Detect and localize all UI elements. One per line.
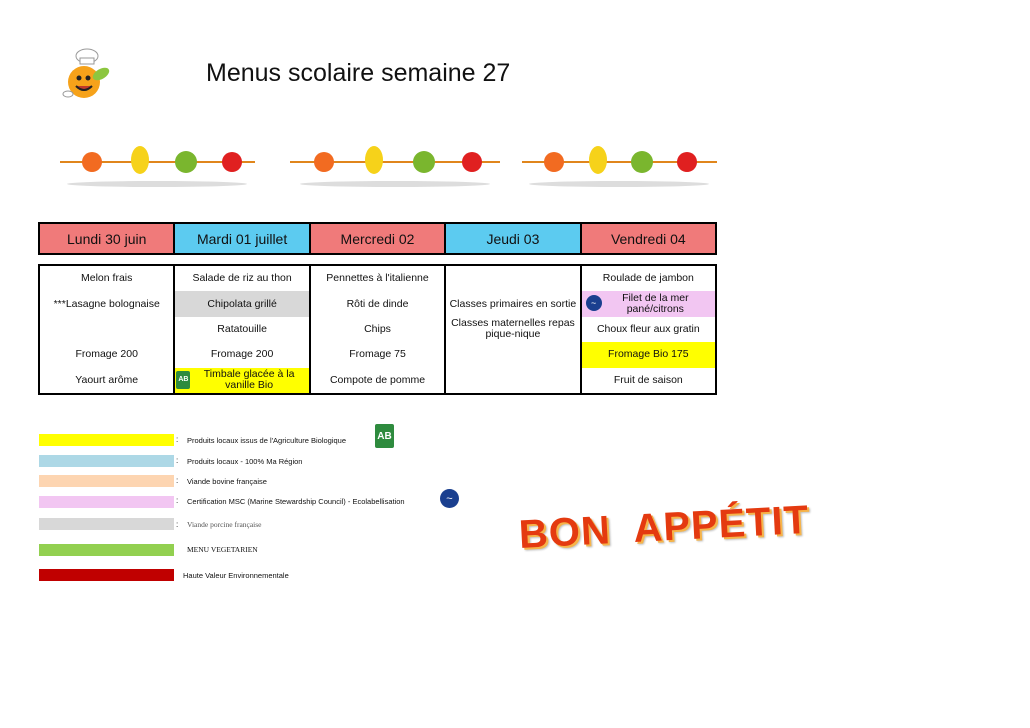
msc-fish-icon: ~ <box>440 489 459 508</box>
day-header-wednesday: Mercredi 02 <box>311 224 446 253</box>
legend-swatch-vegetarian <box>39 544 174 556</box>
legend-text-local: Produits locaux - 100% Ma Région <box>187 457 303 466</box>
menu-column-thursday <box>446 266 581 393</box>
legend-colon: : <box>176 476 179 485</box>
ab-organic-icon: AB <box>375 424 394 448</box>
legend-swatch-hve <box>39 569 174 581</box>
legend-colon: : <box>176 456 179 465</box>
legend-colon: : <box>176 520 179 529</box>
chef-mascot-logo <box>54 44 116 104</box>
menu-column-friday <box>582 266 715 393</box>
legend-colon: : <box>176 435 179 444</box>
legend-swatch-pork <box>39 518 174 530</box>
menu-item: Fromage 75 <box>349 348 406 361</box>
legend-swatch-organic <box>39 434 174 446</box>
menu-item-msc <box>582 291 715 316</box>
legend-text-organic: Produits locaux issus de l'Agriculture Biologique <box>187 436 347 445</box>
legend-text-beef: Viande bovine française <box>187 477 267 486</box>
menu-item <box>40 317 173 342</box>
menu-item-label: Timbale glacée à la vanille Bio <box>203 368 295 392</box>
fruit-characters-image <box>60 140 255 190</box>
legend-swatch-beef <box>39 475 174 487</box>
menu-spacer <box>446 266 579 291</box>
menu-spacer <box>446 342 579 393</box>
menu-item: ***Lasagne bolognaise <box>53 297 160 310</box>
menu-item: Chips <box>364 322 391 335</box>
day-header-thursday: Jeudi 03 <box>446 224 581 253</box>
menu-item: Fromage 200 <box>75 348 138 361</box>
legend-text-pork: Viande porcine française <box>187 520 262 529</box>
menu-table <box>38 264 717 395</box>
day-header-row <box>38 222 717 255</box>
legend-swatch-msc <box>39 496 174 508</box>
menu-column-monday <box>40 266 175 393</box>
menu-item: Chipolata grillé <box>175 291 308 316</box>
menu-column-wednesday <box>311 266 446 393</box>
menu-item: Fruit de saison <box>613 373 683 386</box>
legend-swatch-local <box>39 455 174 467</box>
menu-item: Pennettes à l'italienne <box>326 272 429 285</box>
menu-item-organic <box>175 368 308 393</box>
menu-item: Salade de riz au thon <box>192 272 292 285</box>
day-header-friday: Vendredi 04 <box>582 224 715 253</box>
menu-item: Melon frais <box>81 272 133 285</box>
menu-item: Roulade de jambon <box>602 272 694 285</box>
menu-item: Rôti de dinde <box>346 297 409 310</box>
fruit-characters-image <box>290 140 500 190</box>
day-header-tuesday: Mardi 01 juillet <box>175 224 310 253</box>
menu-column-tuesday <box>175 266 310 393</box>
menu-item: Compote de pomme <box>329 373 426 386</box>
ab-organic-icon: AB <box>176 371 190 389</box>
legend-text-vegetarian: MENU VEGETARIEN <box>187 545 258 554</box>
msc-fish-icon: ~ <box>586 295 602 311</box>
fruit-characters-image <box>522 140 717 190</box>
legend-text-hve: Haute Valeur Environnementale <box>183 571 289 580</box>
bon-appetit-text: BON APPÉTIT <box>517 497 811 557</box>
menu-item: Yaourt arôme <box>75 373 139 386</box>
legend-text-msc: Certification MSC (Marine Stewardship Council) - Ecolabellisation <box>187 497 405 506</box>
menu-item-label: Filet de la mer pané/citrons <box>622 292 689 316</box>
legend-colon: : <box>176 496 179 505</box>
page-title: Menus scolaire semaine 27 <box>206 59 511 87</box>
menu-item: Fromage 200 <box>210 348 274 361</box>
menu-item: Classes primaires en sortie <box>449 297 577 310</box>
day-header-monday: Lundi 30 juin <box>40 224 175 253</box>
menu-item: Classes maternelles repas pique-nique <box>451 317 575 341</box>
menu-item: Ratatouille <box>217 322 267 335</box>
menu-item: Fromage Bio 175 <box>582 342 715 367</box>
menu-item: Choux fleur aux gratin <box>596 322 700 335</box>
